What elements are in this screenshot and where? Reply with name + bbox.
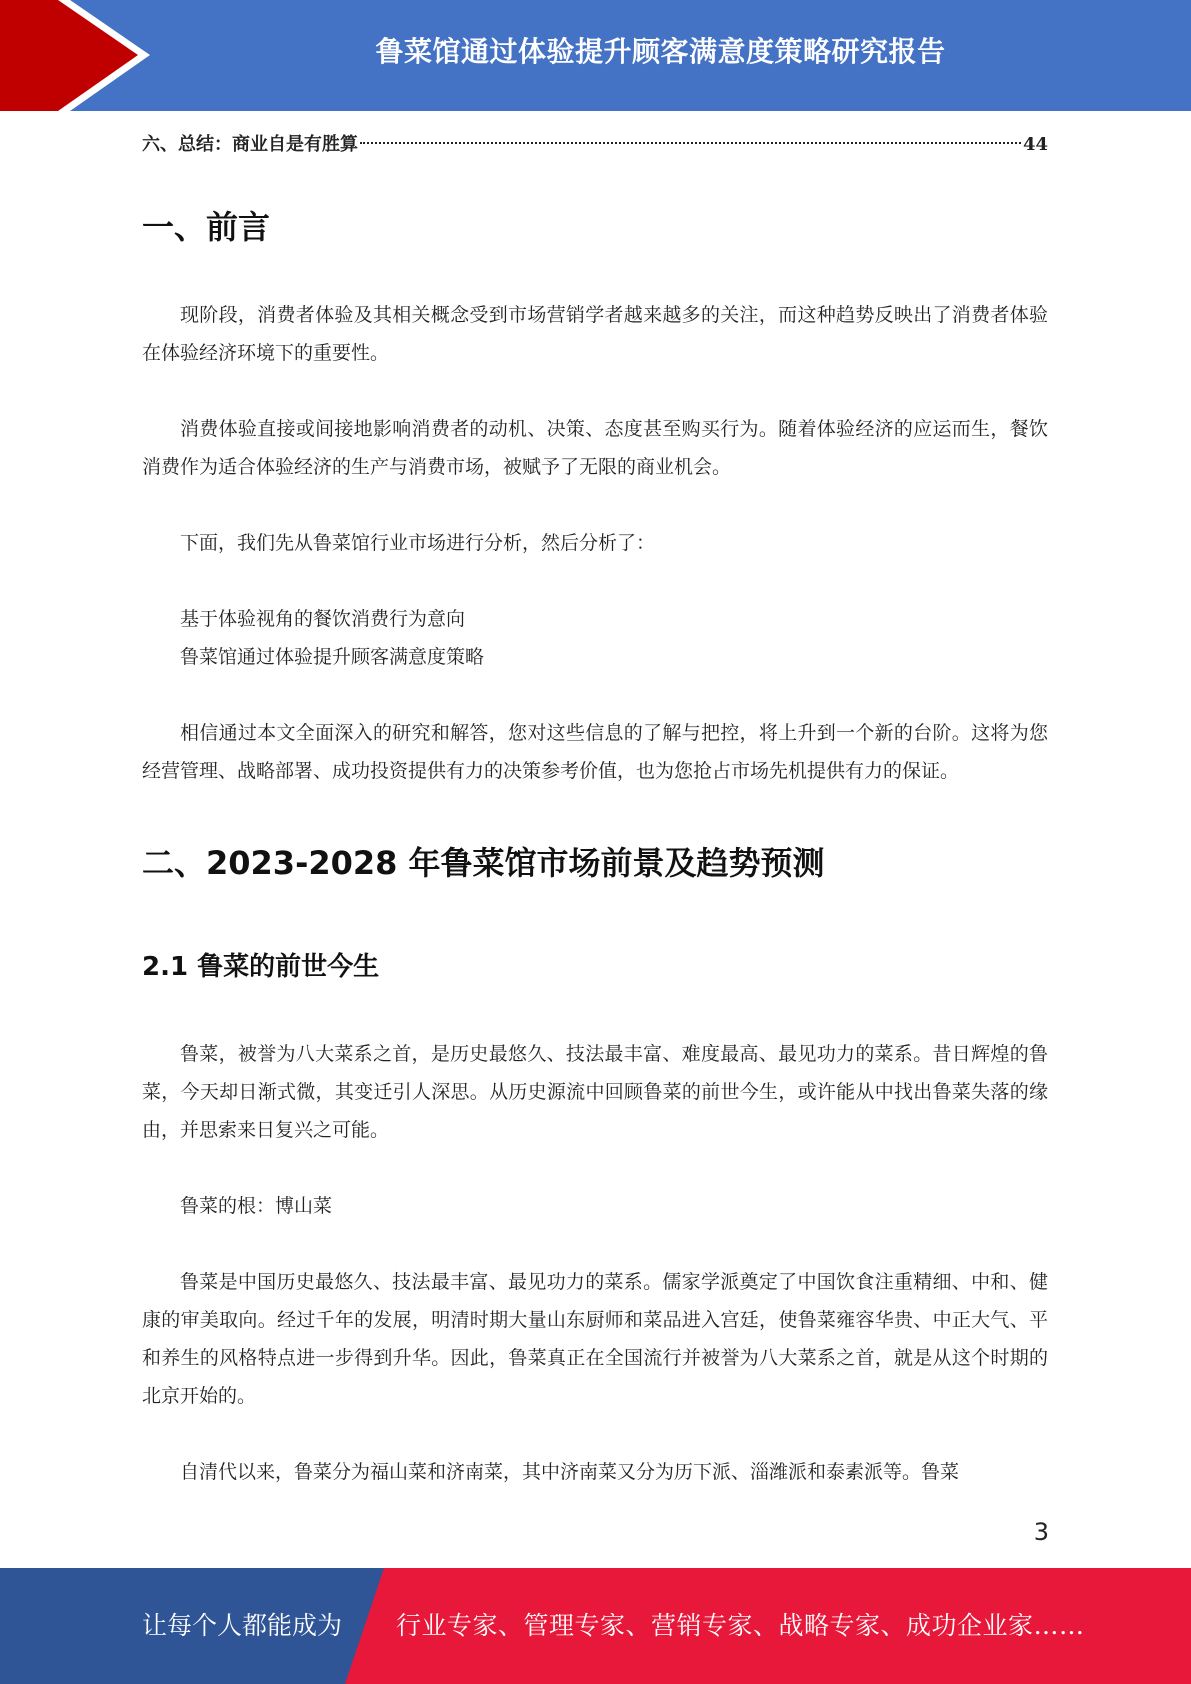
document-body bbox=[142, 120, 1048, 1491]
page-number: 3 bbox=[1033, 1518, 1049, 1546]
toc-entry-page: 44 bbox=[1022, 134, 1048, 155]
toc-leader-dots bbox=[360, 142, 1021, 144]
report-title: 鲁菜馆通过体验提升顾客满意度策略研究报告 bbox=[375, 35, 946, 68]
paragraph: 相信通过本文全面深入的研究和解答，您对这些信息的了解与把控，将上升到一个新的台阶。这将为您经营管理、战略部署、成功投资提供有力的决策参考价值，也为您抢占市场先机提供有力的保证。 bbox=[142, 722, 1048, 782]
subsection-heading: 2.1 鲁菜的前世今生 bbox=[142, 952, 380, 982]
header-bar bbox=[0, 0, 1191, 111]
paragraph: 自清代以来，鲁菜分为福山菜和济南菜，其中济南菜又分为历下派、淄潍派和泰素派等。鲁菜 bbox=[180, 1461, 960, 1483]
footer-slogan-right: 行业专家、管理专家、营销专家、战略专家、成功企业家…… bbox=[396, 1611, 1085, 1640]
footer-banner bbox=[0, 1568, 1191, 1684]
paragraph: 现阶段，消费者体验及其相关概念受到市场营销学者越来越多的关注，而这种趋势反映出了消费者体验在体验经济环境下的重要性。 bbox=[142, 304, 1048, 364]
section-heading-preface: 一、前言 bbox=[142, 208, 271, 246]
toc-entry-label: 六、总结：商业自是有胜算 bbox=[142, 134, 358, 155]
section-heading-forecast: 二、2023-2028 年鲁菜馆市场前景及趋势预测 bbox=[142, 844, 825, 882]
list-item: 基于体验视角的餐饮消费行为意向 bbox=[180, 608, 466, 630]
paragraph: 鲁菜是中国历史最悠久、技法最丰富、最见功力的菜系。儒家学派奠定了中国饮食注重精细、中和、健康的审美取向。经过千年的发展，明清时期大量山东厨师和菜品进入宫廷，使鲁菜雍容华贵、中正大气、平和养生的风格特点进一步得到升华。因此，鲁菜真正在全国流行并被誉为八大菜系之首，就是从这个时期的北京开始的。 bbox=[142, 1271, 1048, 1407]
paragraph: 鲁菜，被誉为八大菜系之首，是历史最悠久、技法最丰富、难度最高、最见功力的菜系。昔日辉煌的鲁菜，今天却日渐式微，其变迁引人深思。从历史源流中回顾鲁菜的前世今生，或许能从中找出鲁菜失落的缘由，并思索来日复兴之可能。 bbox=[142, 1043, 1048, 1141]
paragraph: 鲁菜的根：博山菜 bbox=[180, 1195, 333, 1217]
paragraph: 消费体验直接或间接地影响消费者的动机、决策、态度甚至购买行为。随着体验经济的应运而生，餐饮消费作为适合体验经济的生产与消费市场，被赋予了无限的商业机会。 bbox=[142, 418, 1048, 478]
list-item: 鲁菜馆通过体验提升顾客满意度策略 bbox=[180, 646, 485, 668]
paragraph: 下面，我们先从鲁菜馆行业市场进行分析，然后分析了： bbox=[180, 532, 656, 554]
analysis-list bbox=[142, 600, 1048, 676]
footer-slogan-left: 让每个人都能成为 bbox=[142, 1611, 343, 1640]
toc-entry[interactable] bbox=[142, 120, 1048, 170]
